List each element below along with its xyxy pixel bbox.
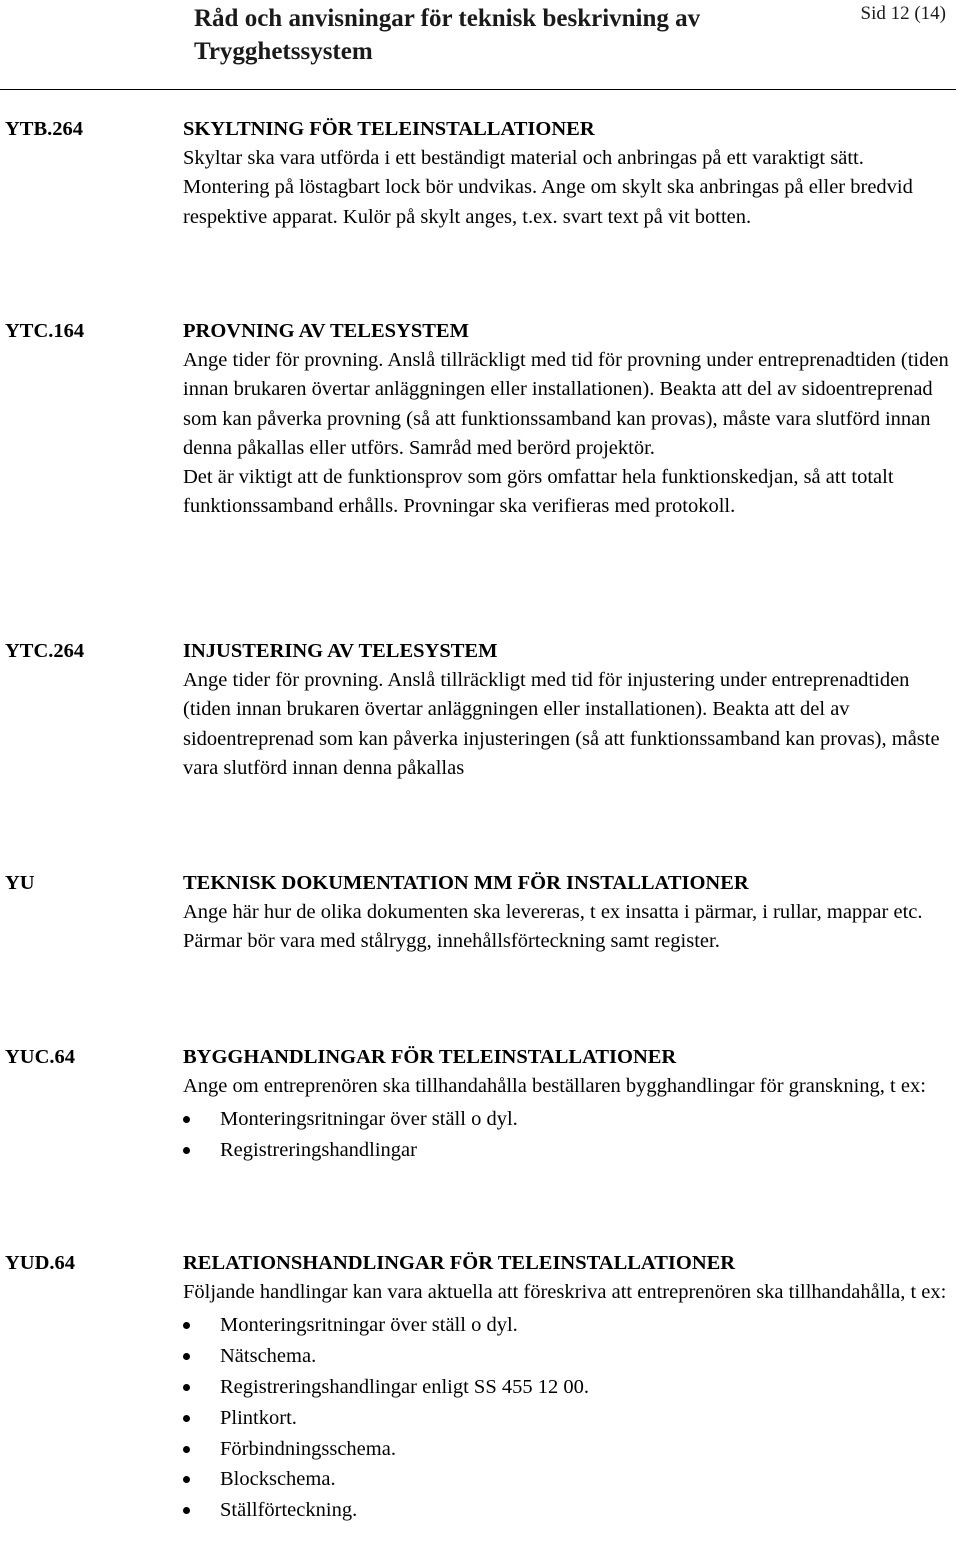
bullet-icon [183,1415,190,1422]
section-code: YUD.64 [5,1252,76,1274]
list-item [183,1464,953,1495]
section-title: SKYLTNING FÖR TELEINSTALLATIONER [183,118,595,140]
section-title: TEKNISK DOKUMENTATION MM FÖR INSTALLATIONER [183,872,749,894]
section-text: Ange om entreprenören ska tillhandahålla beställaren bygghandlingar för granskning, t ex: [183,1075,926,1098]
section-body [183,317,953,521]
section-title: BYGGHANDLINGAR FÖR TELEINSTALLATIONER [183,1046,677,1068]
page-number: Sid 12 (14) [860,3,946,24]
list-item [183,1310,953,1341]
list-item-text: Ställförteckning. [220,1499,358,1522]
section-code: YTC.264 [5,640,85,662]
list-item [183,1341,953,1372]
bullet-icon [183,1507,190,1514]
section-body [183,869,953,957]
section-body [183,1043,953,1166]
section-text: Ange tider för provning. Anslå tillräckligt med tid för injustering under entreprenadtiden (tiden innan brukaren övertar anläggningen eller installationen). Beakta att del av sidoentreprenad som kan påverka injusteringen (så att funktionssamband kan provas), måste vara slutförd innan denna påkallas [183,669,940,779]
section-body [183,1249,953,1526]
bullet-icon [183,1384,190,1391]
list-item-text: Registreringshandlingar [220,1139,417,1162]
bullet-icon [183,1322,190,1329]
bullet-list [183,1104,953,1166]
list-item-text: Monteringsritningar över ställ o dyl. [220,1314,518,1337]
section-code: YU [5,872,35,894]
bullet-icon [183,1353,190,1360]
bullet-icon [183,1476,190,1483]
section-text: Ange här hur de olika dokumenten ska levereras, t ex insatta i pärmar, i rullar, mappar etc. Pärmar bör vara med stålrygg, innehållsförteckning samt register. [183,901,923,953]
list-item [183,1104,953,1135]
list-item [183,1495,953,1526]
section-code: YTC.164 [5,320,85,342]
bullet-icon [183,1147,190,1154]
list-item-text: Förbindningsschema. [220,1437,396,1460]
list-item [183,1135,953,1166]
header-divider [0,89,956,90]
section-code: YUC.64 [5,1046,76,1068]
section-text: Ange tider för provning. Anslå tillräckligt med tid för provning under entreprenadtiden (tiden innan brukaren övertar anläggningen eller installationen). Beakta att del av sidoentreprenad som kan påverka provning (så att funktionssamband kan provas), måste vara slutförd innan denna påkallas eller utförs. Samråd med berörd projektör. [183,349,949,459]
section-title: RELATIONSHANDLINGAR FÖR TELEINSTALLATIONER [183,1252,736,1274]
section-text: Skyltar ska vara utförda i ett beständigt material och anbringas på ett varaktigt sätt. Montering på löstagbart lock bör undvikas. Ange om skylt ska anbringas på eller bredvid respektive apparat. Kulör på skylt anges, t.ex. svart text på vit botten. [183,147,913,228]
bullet-icon [183,1446,190,1453]
section-body [183,115,953,232]
section-title: INJUSTERING AV TELESYSTEM [183,640,498,662]
bullet-list [183,1310,953,1526]
list-item-text: Nätschema. [220,1345,317,1368]
list-item-text: Plintkort. [220,1406,297,1429]
section-text: Följande handlingar kan vara aktuella att föreskriva att entreprenören ska tillhandahålla, t ex: [183,1281,947,1304]
list-item-text: Blockschema. [220,1468,336,1491]
section-body [183,637,953,783]
bullet-icon [183,1116,190,1123]
list-item [183,1434,953,1465]
list-item [183,1372,953,1403]
list-item [183,1403,953,1434]
document-title: Råd och anvisningar för teknisk beskrivning av Trygghetssystem [194,5,701,65]
section-text-2: Det är viktigt att de funktionsprov som görs omfattar hela funktionskedjan, så att totalt funktionssamband erhålls. Provningar ska verifieras med protokoll. [183,466,894,518]
section-title: PROVNING AV TELESYSTEM [183,320,469,342]
section-code: YTB.264 [5,118,84,140]
page-header [0,0,960,94]
list-item-text: Registreringshandlingar enligt SS 455 12 00. [220,1376,589,1398]
list-item-text: Monteringsritningar över ställ o dyl. [220,1108,518,1131]
